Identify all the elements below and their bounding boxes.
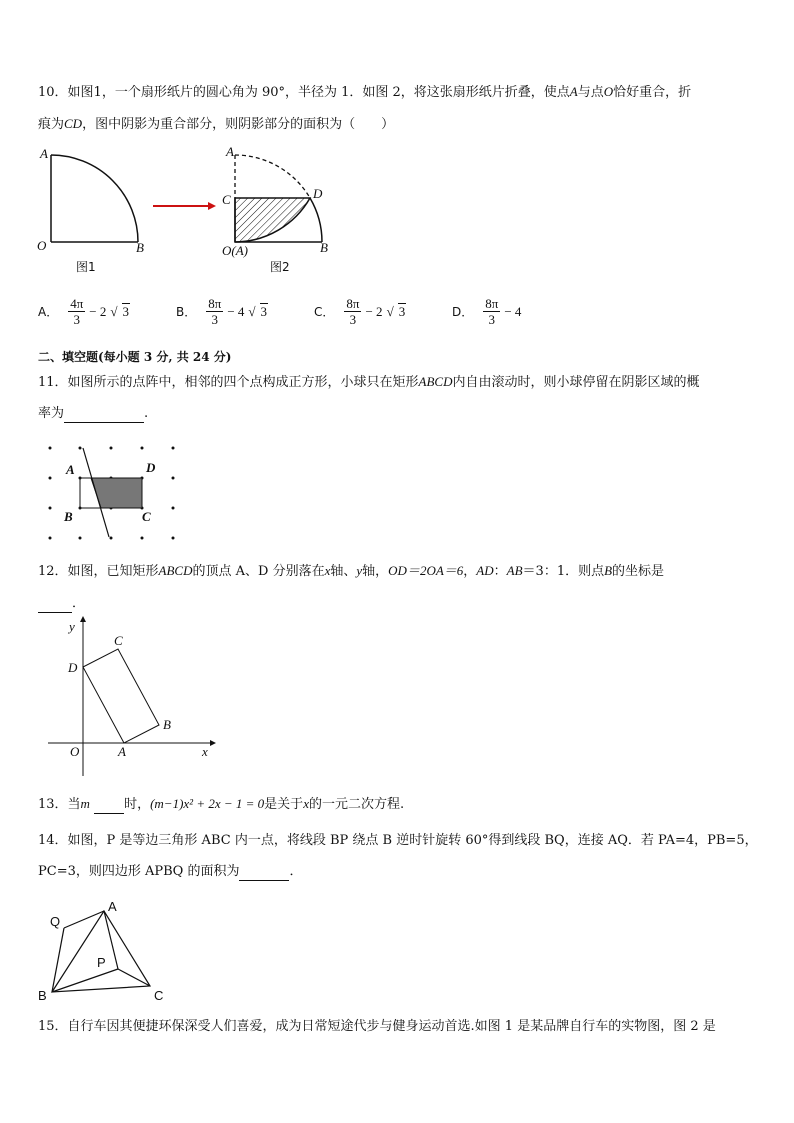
fig1-label-A: A: [40, 146, 48, 161]
q13-line: 13．当m 时，(m−1)x² + 2x − 1 = 0是关于x的一元二次方程.: [38, 796, 405, 812]
q10-line2: 痕为CD，图中阴影为重合部分，则阴影部分的面积为（ ）: [38, 116, 395, 132]
fig1-caption: 图1: [76, 260, 96, 274]
q14-lines: [52, 911, 150, 992]
fig1-label-B: B: [136, 240, 144, 255]
q11-line1: 11．如图所示的点阵中，相邻的四个点构成正方形，小球只在矩形ABCD内自由滚动时，则小球停留在阴影区域的概: [38, 374, 700, 390]
q14-label-Q: Q: [50, 914, 61, 929]
q12-label-D: D: [68, 660, 78, 675]
section-title: 二、填空题(每小题 3 分, 共 24 分): [38, 350, 232, 364]
q11-label-A: A: [66, 462, 75, 477]
q12-label-C: C: [114, 633, 123, 648]
q11-label-B: B: [64, 509, 73, 524]
fig2-caption: 图2: [270, 260, 290, 274]
q12-label-B: B: [163, 717, 171, 732]
q14-label-B: B: [38, 988, 47, 1003]
q14-label-C: C: [154, 988, 164, 1003]
fig2-label-B: B: [320, 240, 328, 255]
q14-label-A: A: [108, 899, 117, 914]
q12-line2: ．: [38, 596, 85, 613]
q12-line1: 12．如图，已知矩形ABCD的顶点 A、D 分别落在x轴、y轴，OD＝2OA＝6，AD：AB＝3：1．则点B的坐标是: [38, 563, 665, 579]
q12-label-x: x: [202, 744, 208, 759]
q14-line1: 14．如图，P 是等边三角形 ABC 内一点，将线段 BP 绕点 B 逆时针旋转 60°得到线段 BQ，连接 AQ．若 PA=4，PB=5，: [38, 833, 758, 848]
q12-label-A: A: [118, 744, 126, 759]
q12-label-O: O: [70, 744, 80, 759]
q10-option-a[interactable]: A． $\frac{4\pi}{3}$ − 2 √ 3: [38, 296, 130, 327]
q10-option-c[interactable]: C． $\frac{8\pi}{3}$ − 2 √ 3: [314, 296, 406, 327]
fig2-label-A: A: [226, 144, 234, 159]
q10-line1: 10．如图1，一个扇形纸片的圆心角为 90°，半径为 1．如图 2，将这张扇形纸片折叠，使点A与点O恰好重合，折: [38, 84, 692, 100]
q14-label-P: P: [97, 955, 106, 970]
q15-line1: 15．自行车因其便捷环保深受人们喜爱，成为日常短途代步与健身运动首选.如图 1 是某品牌自行车的实物图，图 2 是: [38, 1019, 716, 1034]
q11-label-C: C: [142, 509, 151, 524]
q14-line2: PC=3，则四边形 APBQ 的面积为 ．: [38, 864, 303, 879]
q10-option-b[interactable]: B． $\frac{8\pi}{3}$ − 4 √ 3: [176, 296, 268, 327]
fig1-label-O: O: [37, 238, 47, 253]
fig2-label-C: C: [222, 192, 231, 207]
q11-label-D: D: [146, 460, 156, 475]
fig2-label-D: D: [313, 186, 323, 201]
q10-option-d[interactable]: D． $\frac{8\pi}{3}$ − 4: [452, 296, 522, 327]
q12-label-y: y: [69, 619, 75, 634]
fig2-label-OA: O(A): [222, 243, 248, 258]
q11-line2: 率为 .: [38, 406, 149, 421]
